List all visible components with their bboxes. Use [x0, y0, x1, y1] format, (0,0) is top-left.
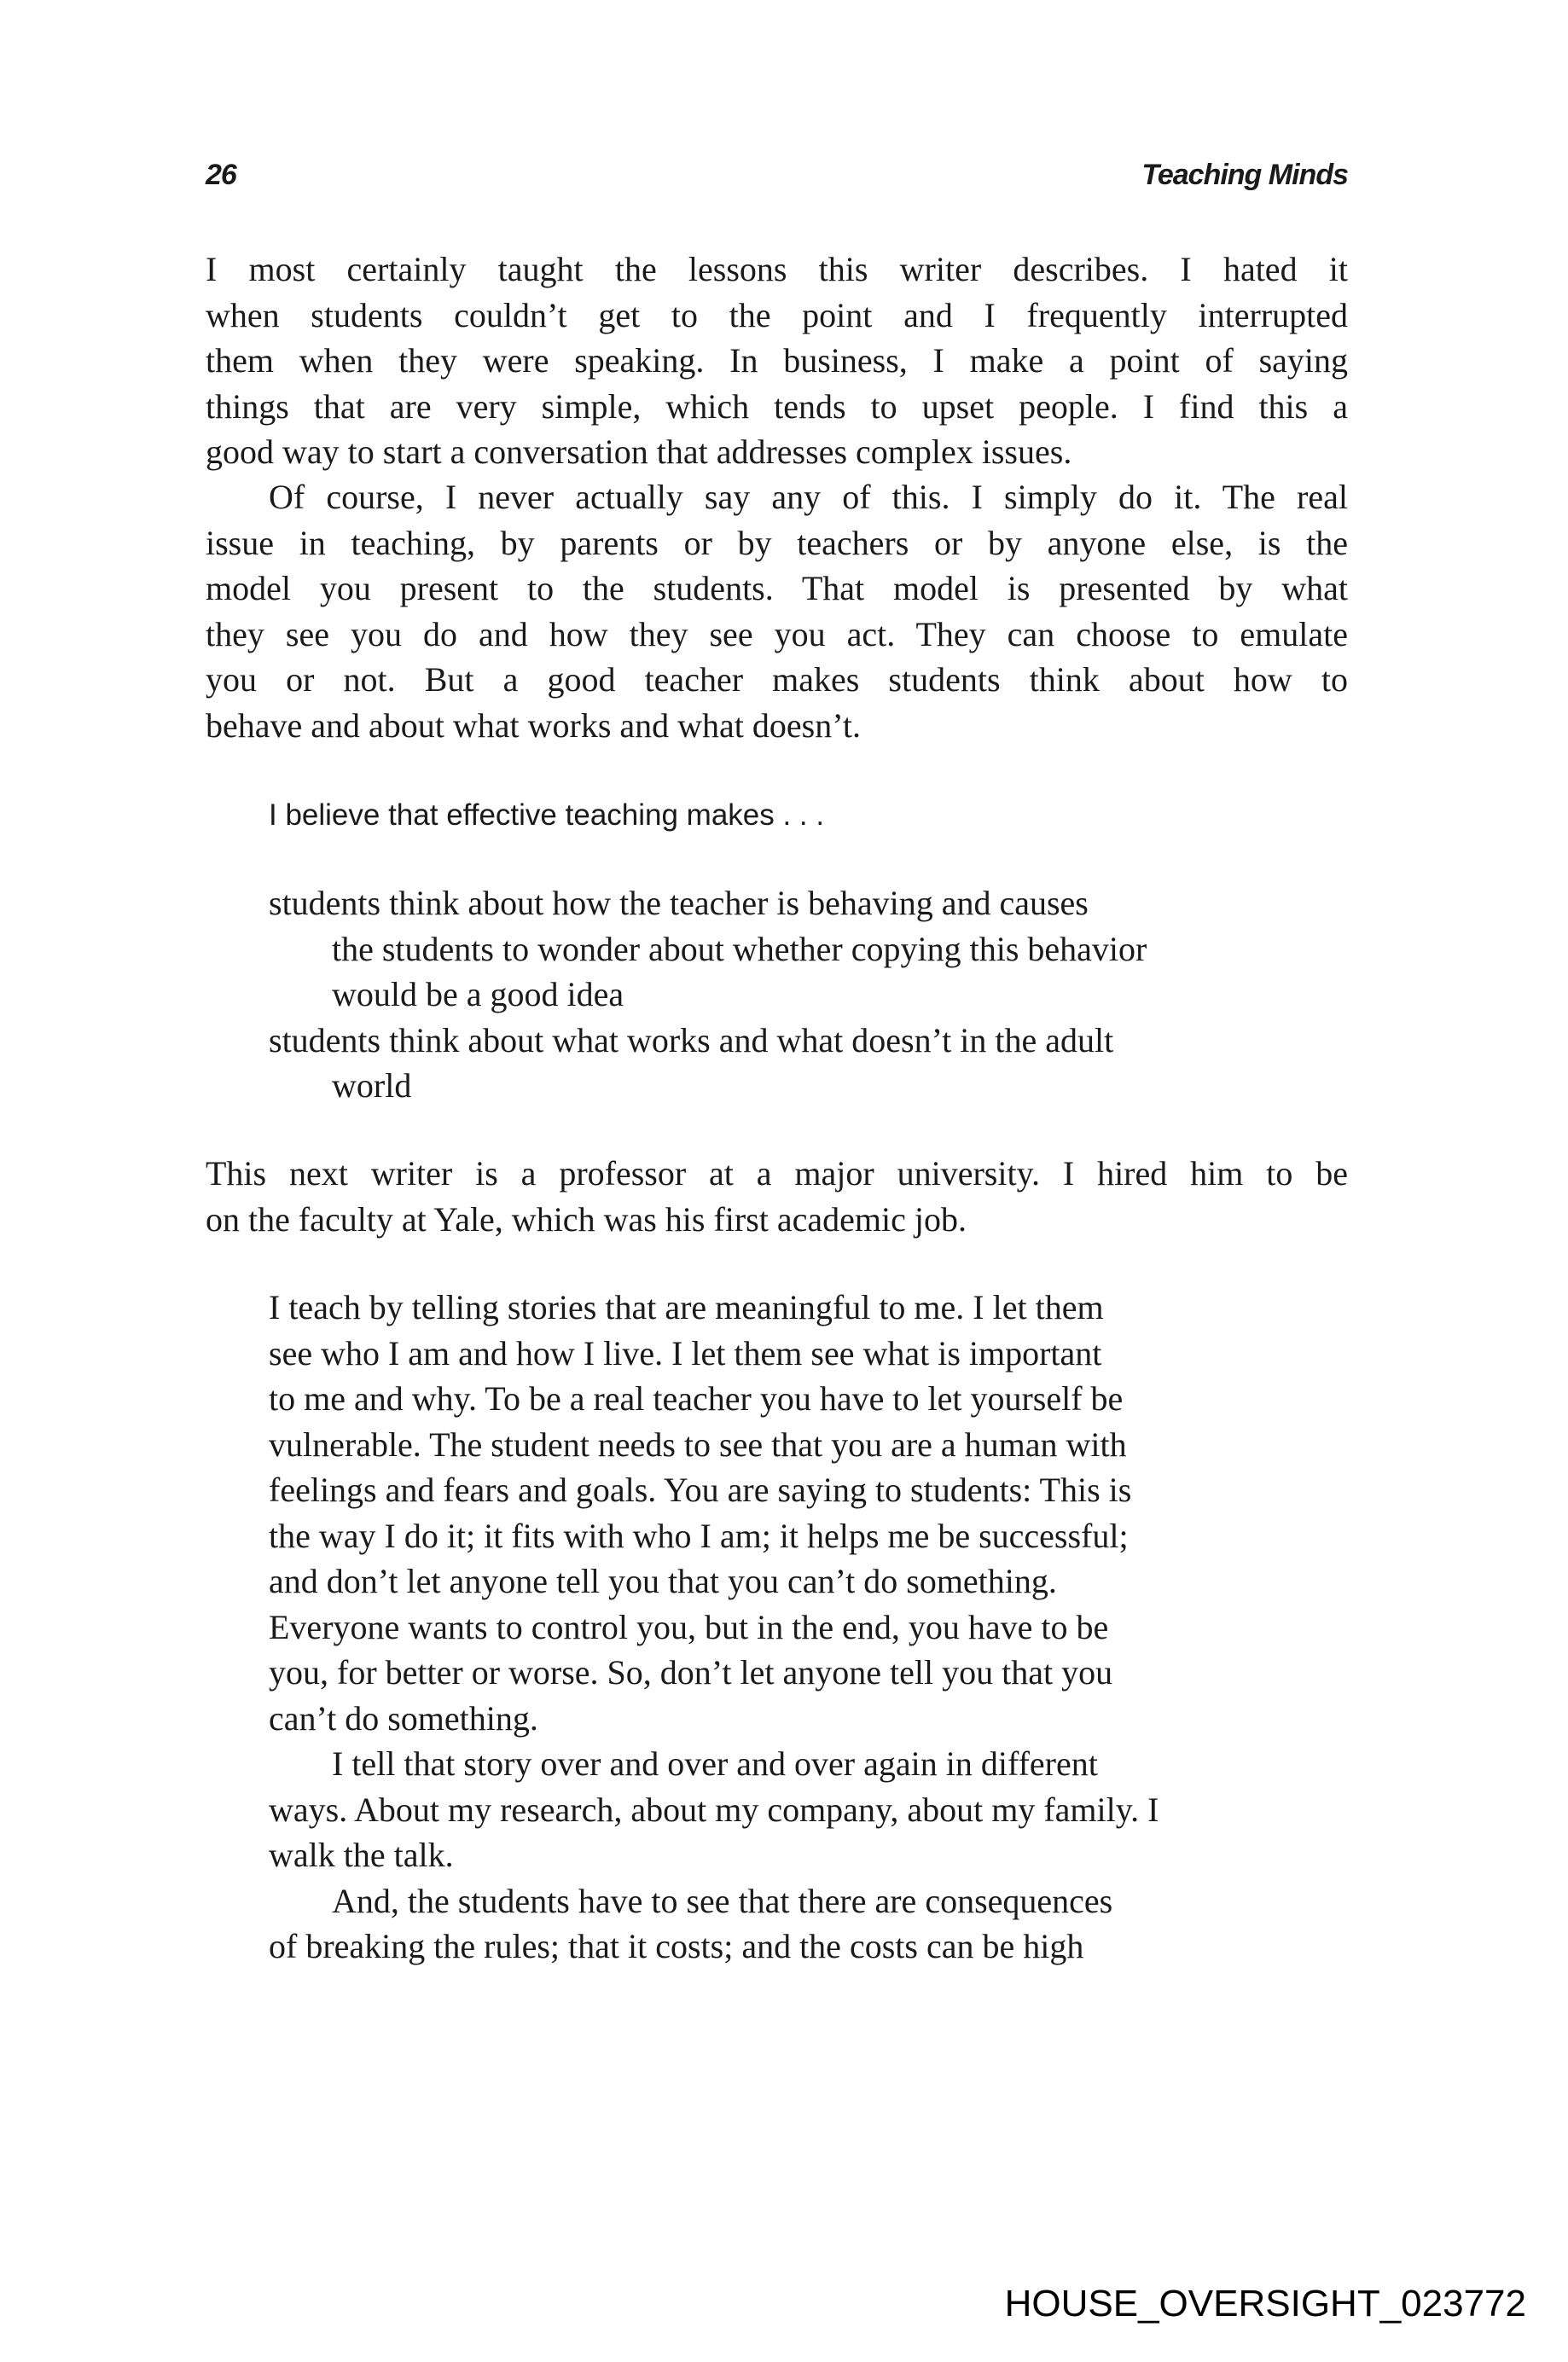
- quote-line: ways. About my research, about my company, about my family. I: [269, 1790, 1159, 1829]
- text-line: things that are very simple, which tends to upset people. I find this a: [206, 386, 1348, 426]
- quote-line: feelings and fears and goals. You are saying to students: This is: [269, 1471, 1132, 1509]
- list-item-line: students think about how the teacher is behaving and causes: [269, 884, 1089, 922]
- quote-line: can’t do something.: [269, 1698, 538, 1738]
- quote-line: I tell that story over and over and over again in different: [332, 1744, 1098, 1783]
- text-line: them when they were speaking. In business, I make a point of saying: [206, 341, 1348, 380]
- text-line: issue in teaching, by parents or by teachers or by anyone else, is the: [206, 523, 1348, 562]
- quote-line: and don’t let anyone tell you that you can’t do something.: [269, 1562, 1057, 1600]
- quote-line: see who I am and how I live. I let them see what is important: [269, 1333, 1102, 1373]
- running-title: Teaching Minds: [1141, 159, 1348, 191]
- paragraph-1: [206, 247, 1348, 475]
- text-line: I most certainly taught the lessons this writer describes. I hated it: [206, 250, 1348, 288]
- text-line: when students couldn’t get to the point and I frequently interrupted: [206, 295, 1348, 334]
- quote-line: of breaking the rules; that it costs; and the costs can be high: [269, 1927, 1084, 1965]
- paragraph-2: [206, 474, 1348, 748]
- list-item-line: world: [332, 1066, 412, 1105]
- text-line: good way to start a conversation that addresses complex issues.: [206, 432, 1072, 471]
- quote-line: I teach by telling stories that are meaningful to me. I let them: [269, 1288, 1104, 1326]
- list-item-line: would be a good idea: [332, 975, 624, 1013]
- quote-line: vulnerable. The student needs to see that you are a human with: [269, 1425, 1127, 1464]
- text-line: This next writer is a professor at a major university. I hired him to be: [206, 1154, 1348, 1193]
- page-number: 26: [206, 159, 236, 191]
- list-item-line: the students to wonder about whether copying this behavior: [332, 929, 1147, 968]
- belief-lead: I believe that effective teaching makes . . .: [269, 798, 825, 832]
- bates-stamp: HOUSE_OVERSIGHT_023772: [1004, 2283, 1526, 2324]
- quote-line: to me and why. To be a real teacher you have to let yourself be: [269, 1379, 1124, 1418]
- quote-line: you, for better or worse. So, don’t let anyone tell you that you: [269, 1653, 1113, 1692]
- quote-line: walk the talk.: [269, 1836, 454, 1874]
- text-line: model you present to the students. That model is presented by what: [206, 569, 1348, 607]
- paragraph-3: [206, 1151, 1348, 1242]
- block-quote: [269, 1285, 1159, 1970]
- quote-line: Everyone wants to control you, but in the end, you have to be: [269, 1607, 1109, 1646]
- belief-list: [269, 880, 1147, 1109]
- quote-line: the way I do it; it fits with who I am; it helps me be successful;: [269, 1516, 1129, 1555]
- list-item-line: students think about what works and what doesn’t in the adult: [269, 1020, 1114, 1059]
- text-line: you or not. But a good teacher makes students think about how to: [206, 660, 1348, 699]
- quote-line: And, the students have to see that there are consequences: [332, 1881, 1113, 1920]
- text-line: behave and about what works and what doesn’t.: [206, 705, 861, 745]
- text-line: Of course, I never actually say any of this. I simply do it. The real: [269, 478, 1348, 516]
- text-line: on the faculty at Yale, which was his first academic job.: [206, 1199, 967, 1239]
- text-line: they see you do and how they see you act. They can choose to emulate: [206, 614, 1348, 653]
